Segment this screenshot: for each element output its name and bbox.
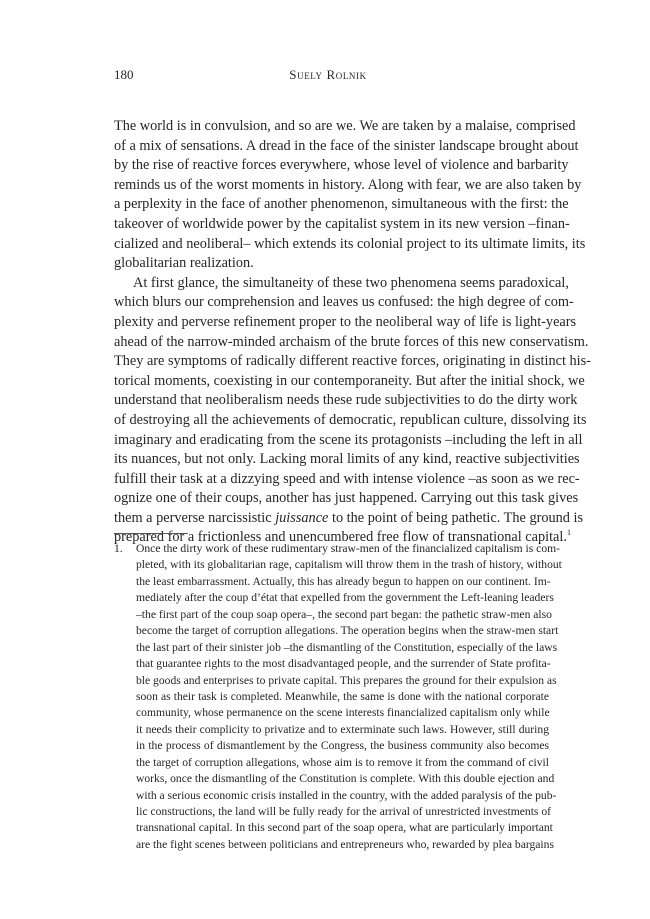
footnote-line-text: the least embarrassment. Actually, this has already begun to happen on our continent. Im- <box>136 574 551 588</box>
body-line-text: them a perverse narcissistic <box>114 509 276 526</box>
footnote-line <box>114 557 562 573</box>
footnote-lines <box>114 541 562 853</box>
body-line: takeover of worldwide power by the capitalist system in its new version –finan- <box>114 215 570 232</box>
footnote-line <box>114 656 549 672</box>
footnote-line-text: soon as their task is completed. Meanwhile, the same is done with the national corporate <box>136 689 549 703</box>
footnote-line-text: in the process of dismantlement by the Congress, the business community also becomes <box>136 739 549 753</box>
footnote-line <box>114 738 549 754</box>
footnote-line-text: the target of corruption allegations, whose aim is to remove it from the command of civil <box>136 755 549 769</box>
footnote-line-text: transnational capital. In this second part of the soap opera, what are particularly important <box>136 821 553 835</box>
footnote-line <box>114 623 559 639</box>
body-line: which blurs our comprehension and leaves us confused: the high degree of com- <box>114 294 574 311</box>
footnote-line <box>114 541 560 557</box>
body-line: plexity and perverse refinement proper to the neoliberal way of life is light-years <box>114 313 577 330</box>
footnote-line-text: become the target of corruption allegations. The operation begins when the straw-men start <box>136 624 559 638</box>
body-text <box>114 117 591 548</box>
footnote-line <box>114 640 558 656</box>
footnote-line <box>114 771 555 787</box>
footnote-line <box>114 590 554 606</box>
footnote-line <box>114 804 549 820</box>
body-line: reminds us of the worst moments in history. Along with fear, we are also taken by <box>114 176 582 193</box>
body-line: They are symptoms of radically different reactive forces, originating in distinct his- <box>114 353 591 370</box>
footnote-line-text: the last part of their sinister job –the dismantling of the Constitution, especially of the laws <box>136 640 558 654</box>
footnote-line <box>114 837 554 853</box>
footnote-line-text: –the first part of the coup soap opera–, the second part began: the pathetic straw-men also <box>136 607 552 621</box>
footnote-marker[interactable]: 1 <box>566 528 571 538</box>
body-line: The world is in convulsion, and so are we. We are taken by a malaise, comprised <box>114 118 576 134</box>
body-line: torical moments, coexisting in our contemporaneity. But after the initial shock, we <box>114 372 585 389</box>
footnote-line-text: that guarantee rights to the most disadvantaged people, and the surrender of State profita- <box>136 657 551 671</box>
body-line: globalitarian realization. <box>114 255 254 272</box>
body-line: fulfill their task at a dizzying speed and with intense violence –as soon as we rec- <box>114 470 580 487</box>
body-line: a perplexity in the face of another phenomenon, simultaneous with the first: the <box>114 196 569 213</box>
footnote <box>114 541 562 853</box>
footnote-line-text: Once the dirty work of these rudimentary straw-men of the financialized capitalism is com- <box>136 542 560 555</box>
footnote-line-text: lic constructions, the land will be fully ready for the arrival of unrestricted investments of <box>136 805 551 818</box>
footnote-number: 1. <box>114 542 123 555</box>
body-line-text: to the point of being pathetic. The ground is <box>328 509 584 526</box>
body-line: imaginary and eradicating from the scene its protagonists –including the left in all <box>114 431 583 448</box>
footnote-line-text: with a serious economic crisis installed in the country, with the added paralysis of the pub- <box>136 788 557 802</box>
footnote-line <box>114 673 557 689</box>
body-lines <box>114 117 591 509</box>
footnote-line-text: ble goods and enterprises to private capital. This prepares the ground for their expulsion as <box>136 673 557 687</box>
footnote-line <box>114 820 553 836</box>
footnote-line-text: it needs their complicity to privatize and to exterminate such laws. However, still during <box>136 722 549 736</box>
body-line: of a mix of sensations. A dread in the face of the sinister landscape brought about <box>114 137 579 154</box>
body-line-text: prepared for a frictionless and unencumbered free flow of transnational capital. <box>114 529 567 546</box>
body-line: ahead of the narrow-minded archaism of the brute forces of this new conservatism. <box>114 333 589 350</box>
footnote-line <box>114 689 549 705</box>
footnote-line-text: works, once the dismantling of the Constitution is complete. With this double ejection and <box>136 772 555 786</box>
body-line: of destroying all the achievements of democratic, republican culture, dissolving its <box>114 411 587 428</box>
footnote-line-text: pleted, with its globalitarian rage, capitalism will throw them in the trash of history, without <box>136 558 562 572</box>
page-header <box>114 67 542 87</box>
footnote-line-text: community, whose permanence on the scene interests financialized capitalism only while <box>136 706 550 720</box>
footnote-line <box>114 574 549 590</box>
running-head: Suely Rolnik <box>289 67 367 82</box>
body-line: cialized and neoliberal– which extends its colonial project to its ultimate limits, its <box>114 235 586 252</box>
footnote-line <box>114 788 557 804</box>
body-line <box>114 509 584 529</box>
body-line: its nuances, but not only. Lacking moral limits of any kind, reactive subjectivities <box>114 451 580 468</box>
body-line: understand that neoliberalism needs these rude subjectivities to do the dirty work <box>114 392 578 409</box>
body-line: by the rise of reactive forces everywhere, whose level of violence and barbarity <box>114 157 569 174</box>
body-line: At first glance, the simultaneity of these two phenomena seems paradoxical, <box>133 274 569 291</box>
page-number: 180 <box>114 67 134 82</box>
footnote-line <box>114 705 549 721</box>
footnote-line-text: are the fight scenes between politicians and entrepreneurs who, rewarded by plea bargains <box>136 837 554 851</box>
footnote-line <box>114 607 552 623</box>
body-line: ognize one of their coups, another has just happened. Carrying out this task gives <box>114 490 579 507</box>
footnote-line-text: mediately after the coup d’état that expelled from the government the Left-leaning leaders <box>136 591 554 605</box>
italic-term: juissance <box>275 509 329 526</box>
footnote-divider <box>114 533 188 534</box>
footnote-line <box>114 755 549 771</box>
footnote-line <box>114 722 549 738</box>
